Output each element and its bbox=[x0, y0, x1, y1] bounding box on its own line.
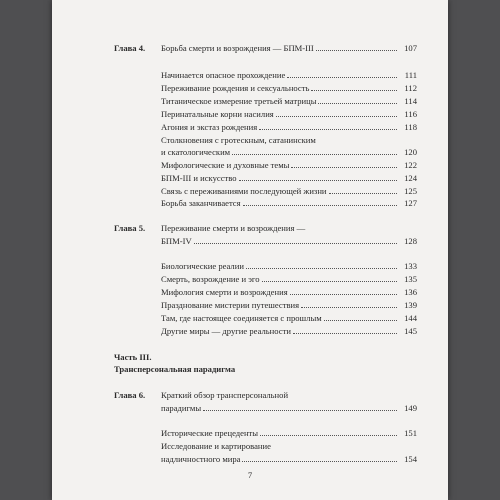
entry-page-number: 112 bbox=[404, 83, 417, 93]
entry-title-line bbox=[161, 223, 399, 233]
entry-page-number: 144 bbox=[404, 313, 417, 323]
dot-leader bbox=[301, 300, 397, 308]
entry-title: Там, где настоящее соединяется с прошлым bbox=[161, 313, 322, 323]
entry-page-number: 118 bbox=[404, 122, 417, 132]
entry-title-line bbox=[161, 160, 399, 170]
entry-title-line bbox=[161, 441, 399, 451]
dot-leader bbox=[203, 403, 397, 411]
dot-leader bbox=[329, 186, 397, 194]
chapter-label: Глава 6. bbox=[114, 390, 146, 400]
entry-title: Исторические прецеденты bbox=[161, 428, 259, 438]
entry-page-number: 135 bbox=[404, 274, 417, 284]
entry-page-number: 127 bbox=[404, 198, 417, 208]
chapter-label: Глава 4. bbox=[114, 43, 146, 53]
entry-title-line bbox=[161, 83, 399, 93]
toc-heading bbox=[114, 364, 235, 374]
dot-leader bbox=[243, 198, 397, 206]
entry-title-line bbox=[161, 236, 399, 246]
book-page bbox=[52, 0, 448, 500]
entry-title-line bbox=[161, 403, 399, 413]
dot-leader bbox=[290, 287, 397, 295]
entry-title: Смерть, возрождение и эго bbox=[161, 274, 260, 284]
dot-leader bbox=[316, 43, 397, 51]
entry-title-line bbox=[161, 261, 399, 271]
dot-leader bbox=[232, 147, 397, 155]
toc-heading-text: Трансперсональная парадигма bbox=[114, 364, 236, 374]
dot-leader bbox=[311, 83, 397, 91]
entry-title-line bbox=[161, 122, 399, 132]
entry-page-number: 120 bbox=[404, 147, 417, 157]
dot-leader bbox=[276, 109, 397, 117]
entry-title: надличностного мира bbox=[161, 454, 241, 464]
entry-title-line bbox=[161, 326, 399, 336]
entry-title-line bbox=[161, 43, 399, 53]
entry-page-number: 151 bbox=[404, 428, 417, 438]
entry-title: Празднование мистерии путешествия bbox=[161, 300, 300, 310]
entry-title-line bbox=[161, 287, 399, 297]
entry-page-number: 124 bbox=[404, 173, 417, 183]
entry-title: Мифологические и духовные темы bbox=[161, 160, 290, 170]
dot-leader bbox=[242, 454, 397, 462]
entry-title: БПМ-IV bbox=[161, 236, 192, 246]
entry-title-line bbox=[161, 173, 399, 183]
entry-page-number: 136 bbox=[404, 287, 417, 297]
entry-title-line bbox=[161, 147, 399, 157]
entry-title: Переживание рождения и сексуальность bbox=[161, 83, 310, 93]
entry-title-line bbox=[161, 135, 399, 145]
entry-title-line bbox=[161, 300, 399, 310]
entry-title-line bbox=[161, 274, 399, 284]
entry-title-line bbox=[161, 109, 399, 119]
entry-title: Агония и экстаз рождения bbox=[161, 122, 258, 132]
entry-title-line bbox=[161, 428, 399, 438]
entry-title: Связь с переживаниями последующей жизни bbox=[161, 186, 327, 196]
entry-title: Мифология смерти и возрождения bbox=[161, 287, 288, 297]
dot-leader bbox=[262, 274, 397, 282]
entry-page-number: 154 bbox=[404, 454, 417, 464]
entry-title: Краткий обзор трансперсональной bbox=[161, 390, 289, 400]
dot-leader bbox=[246, 261, 397, 269]
dot-leader bbox=[291, 160, 397, 168]
entry-page-number: 145 bbox=[404, 326, 417, 336]
entry-page-number: 133 bbox=[404, 261, 417, 271]
entry-page-number: 114 bbox=[404, 96, 417, 106]
entry-title: Титаническое измерение третьей матрицы bbox=[161, 96, 317, 106]
dot-leader bbox=[324, 313, 397, 321]
entry-title: Борьба заканчивается bbox=[161, 198, 241, 208]
entry-title-line bbox=[161, 313, 399, 323]
entry-title: парадигмы bbox=[161, 403, 202, 413]
entry-title-line bbox=[161, 198, 399, 208]
entry-title: Перинатальные корни насилия bbox=[161, 109, 274, 119]
entry-page-number: 149 bbox=[404, 403, 417, 413]
chapter-label: Глава 5. bbox=[114, 223, 146, 233]
entry-title: Столкновения с гротескным, сатанинским bbox=[161, 135, 316, 145]
toc-heading-text: Часть III. bbox=[114, 352, 152, 362]
page-number: 7 bbox=[247, 470, 253, 480]
entry-title: Другие миры — другие реальности bbox=[161, 326, 291, 336]
entry-title: Борьба смерти и возрождения — БПМ-III bbox=[161, 43, 314, 53]
entry-title: и скатологическим bbox=[161, 147, 231, 157]
entry-title-line bbox=[161, 454, 399, 464]
entry-title: Начинается опасное прохождение bbox=[161, 70, 286, 80]
entry-title-line bbox=[161, 186, 399, 196]
dot-leader bbox=[287, 70, 397, 78]
entry-title: Исследование и картирование bbox=[161, 441, 271, 451]
entry-title-line bbox=[161, 96, 399, 106]
entry-page-number: 122 bbox=[404, 160, 417, 170]
dot-leader bbox=[293, 326, 397, 334]
entry-title: Биологические реалии bbox=[161, 261, 244, 271]
entry-page-number: 125 bbox=[404, 186, 417, 196]
table-of-contents bbox=[52, 0, 448, 500]
entry-page-number: 116 bbox=[404, 109, 417, 119]
dot-leader bbox=[194, 236, 397, 244]
entry-title: БПМ-III и искусство bbox=[161, 173, 237, 183]
entry-page-number: 128 bbox=[404, 236, 417, 246]
entry-title-line bbox=[161, 70, 399, 80]
entry-page-number: 111 bbox=[404, 70, 417, 80]
entry-title: Переживание смерти и возрождения — bbox=[161, 223, 306, 233]
dot-leader bbox=[318, 96, 397, 104]
entry-page-number: 107 bbox=[404, 43, 417, 53]
toc-heading bbox=[114, 352, 152, 362]
dot-leader bbox=[260, 428, 397, 436]
entry-page-number: 139 bbox=[404, 300, 417, 310]
dot-leader bbox=[239, 173, 397, 181]
entry-title-line bbox=[161, 390, 399, 400]
dot-leader bbox=[259, 122, 397, 130]
